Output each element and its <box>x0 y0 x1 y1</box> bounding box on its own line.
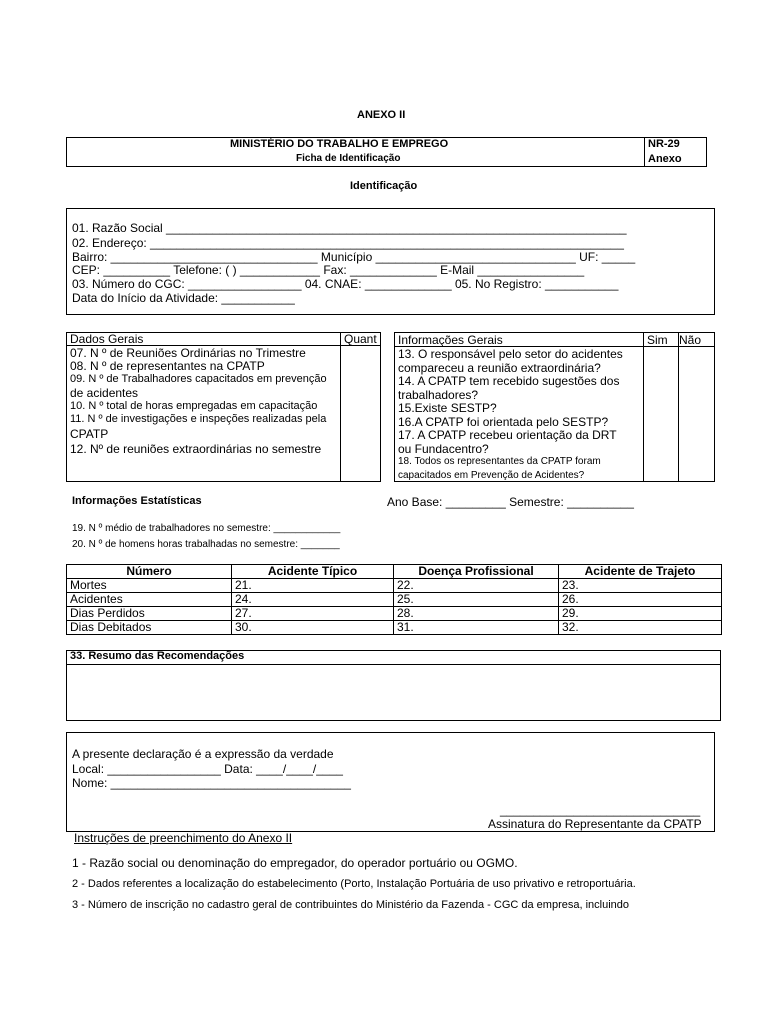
general-data-item: 11. N º de investigações e inspeções realizadas pela <box>70 413 327 425</box>
table-row <box>67 621 722 635</box>
statistics-table <box>66 564 722 635</box>
no-header: Não <box>679 333 702 347</box>
general-info-item: 15.Existe SESTP? <box>398 401 497 415</box>
general-info-item: ou Fundacentro? <box>398 442 489 456</box>
avg-workers-field[interactable]: 19. N º médio de trabalhadores no semestre: ____________ <box>72 523 341 534</box>
column-header: Doença Profissional <box>394 565 559 579</box>
general-info-item: 17. A CPATP recebeu orientação da DRT <box>398 428 617 442</box>
general-info-item: capacitados em Prevenção de Acidentes? <box>398 470 585 481</box>
general-info-item: 18. Todos os representantes da CPATP foram <box>398 456 601 467</box>
table-cell[interactable]: 25. <box>394 593 559 607</box>
form-code: NR-29 <box>648 138 680 150</box>
general-data-divider <box>340 332 341 482</box>
recommendations-title: 33. Resumo das Recomendações <box>70 650 245 662</box>
table-cell[interactable]: 31. <box>394 621 559 635</box>
general-info-divider-yes <box>643 332 644 482</box>
start-date-field[interactable]: Data do Início da Atividade: ___________ <box>72 291 295 305</box>
section-title: Identificação <box>350 180 418 192</box>
registration-field[interactable]: 03. Número do CGC: _________________ 04. CNAE: _____________ 05. No Registro: ___________ <box>72 277 619 291</box>
quantity-header: Quant <box>344 332 377 346</box>
column-header: Acidente de Trajeto <box>559 565 722 579</box>
address-field[interactable]: 02. Endereço: _______________________________________________________________________ <box>72 236 624 250</box>
general-info-item: 13. O responsável pelo setor do acidentes <box>398 347 623 361</box>
table-cell[interactable]: 23. <box>559 579 722 593</box>
table-cell[interactable]: 22. <box>394 579 559 593</box>
ministry-name: MINISTÉRIO DO TRABALHO E EMPREGO <box>230 138 449 150</box>
form-code-sub: Anexo <box>648 153 682 165</box>
general-info-header: Informações Gerais <box>398 333 503 347</box>
general-info-item: compareceu a reunião extraordinária? <box>398 361 601 375</box>
base-year-field[interactable]: Ano Base: _________ Semestre: __________ <box>387 495 634 509</box>
instruction-item: 3 - Número de inscrição no cadastro geral de contribuintes do Ministério da Fazenda - CGC da empresa, incluindo <box>72 899 630 911</box>
page-title: ANEXO II <box>357 109 406 121</box>
general-data-item: 08. N º de representantes na CPATP <box>70 359 265 373</box>
instruction-item: 1 - Razão social ou denominação do empregador, do operador portuário ou OGMO. <box>72 856 518 870</box>
table-cell[interactable]: 24. <box>232 593 394 607</box>
table-cell[interactable]: 28. <box>394 607 559 621</box>
table-cell: Acidentes <box>67 593 232 607</box>
table-row <box>67 607 722 621</box>
district-city-field[interactable]: Bairro: _______________________________ Município ______________________________ UF: _____ <box>72 250 636 264</box>
column-header: Acidente Típico <box>232 565 394 579</box>
general-info-item: 14. A CPATP tem recebido sugestões dos <box>398 374 620 388</box>
general-info-item: 16.A CPATP foi orientada pelo SESTP? <box>398 415 609 429</box>
instruction-item: 2 - Dados referentes a localização do estabelecimento (Porto, Instalação Portuária de uso privativo e retroportuária. <box>72 878 636 890</box>
name-field[interactable]: Nome: ____________________________________ <box>72 776 351 790</box>
table-cell: Mortes <box>67 579 232 593</box>
general-data-item: CPATP <box>70 427 109 441</box>
company-name-field[interactable]: 01. Razão Social _____________________________________________________________________ <box>72 221 627 235</box>
table-cell[interactable]: 29. <box>559 607 722 621</box>
form-name: Ficha de Identificação <box>296 153 401 164</box>
table-cell[interactable]: 32. <box>559 621 722 635</box>
recommendations-header-line <box>66 664 721 665</box>
location-date-field[interactable]: Local: _________________ Data: ____/____/____ <box>72 762 343 776</box>
table-cell[interactable]: 27. <box>232 607 394 621</box>
statistics-title: Informações Estatísticas <box>72 495 202 507</box>
signature-label: Assinatura do Representante da CPATP <box>488 817 702 831</box>
general-data-item: 12. Nº de reuniões extraordinárias no semestre <box>70 442 322 456</box>
table-cell[interactable]: 30. <box>232 621 394 635</box>
general-info-divider-no <box>678 332 679 482</box>
general-data-item: 09. N º de Trabalhadores capacitados em prevenção <box>70 373 327 385</box>
table-header-row <box>67 565 722 579</box>
general-data-header: Dados Gerais <box>70 332 144 346</box>
contact-field[interactable]: CEP: __________ Telefone: ( ) ____________ Fax: _____________ E-Mail ________________ <box>72 263 585 277</box>
yes-header: Sim <box>647 333 668 347</box>
signature-line[interactable]: ______________________________ <box>500 803 701 817</box>
table-cell[interactable]: 26. <box>559 593 722 607</box>
general-info-item: trabalhadores? <box>398 388 479 402</box>
general-data-item: 07. N º de Reuniões Ordinárias no Trimestre <box>70 346 306 360</box>
instructions-title: Instruções de preenchimento do Anexo II <box>74 831 293 845</box>
general-data-item: de acidentes <box>70 386 139 400</box>
table-row <box>67 579 722 593</box>
table-cell: Dias Perdidos <box>67 607 232 621</box>
table-cell: Dias Debitados <box>67 621 232 635</box>
header-divider <box>644 137 645 167</box>
general-data-item: 10. N º total de horas empregadas em capacitação <box>70 400 318 412</box>
table-cell[interactable]: 21. <box>232 579 394 593</box>
column-header: Número <box>67 565 232 579</box>
table-row <box>67 593 722 607</box>
man-hours-field[interactable]: 20. N º de homens horas trabalhadas no semestre: _______ <box>72 539 340 550</box>
declaration-text: A presente declaração é a expressão da verdade <box>72 747 334 761</box>
